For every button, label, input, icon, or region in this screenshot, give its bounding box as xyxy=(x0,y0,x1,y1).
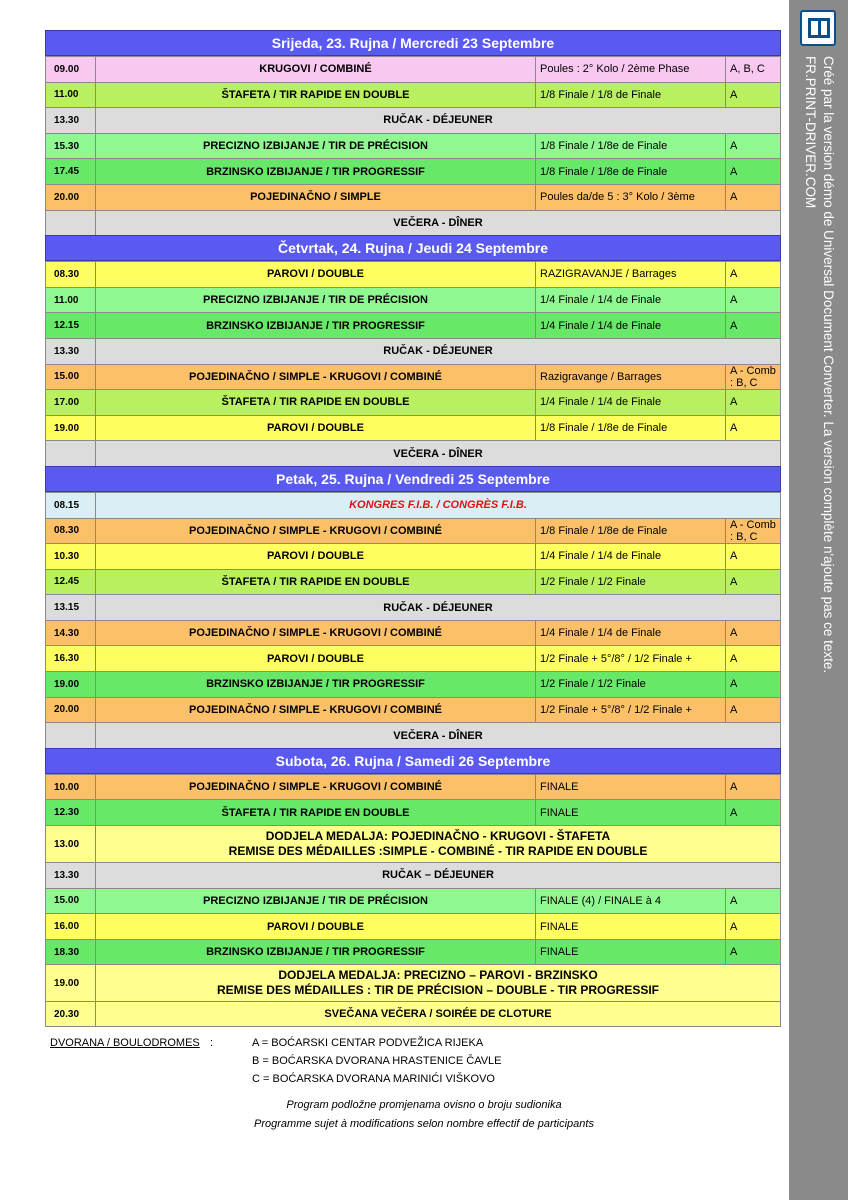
venue-cell: A xyxy=(730,652,738,665)
venue-cell: A xyxy=(730,191,738,204)
event-cell: PAROVI / DOUBLE xyxy=(96,914,536,939)
wide-text-cell: SVEČANA VEČERA / SOIRÉE DE CLOTURE xyxy=(324,1008,552,1021)
legend-colon: : xyxy=(210,1037,214,1049)
event-cell: KRUGOVI / COMBINÉ xyxy=(96,57,536,82)
schedule-row xyxy=(45,338,781,364)
venue-cell: A xyxy=(730,703,738,716)
event-cell: BRZINSKO IZBIJANJE / TIR PROGRESSIF xyxy=(96,159,536,184)
venue-cell: A xyxy=(730,422,738,435)
phase-cell: FINALE xyxy=(536,800,726,825)
venue-cell: A xyxy=(730,165,738,178)
phase-cell: 1/4 Finale / 1/4 de Finale xyxy=(536,288,726,313)
venue-cell: A xyxy=(730,396,738,409)
time-cell: 20.00 xyxy=(46,185,96,210)
phase-cell: 1/4 Finale / 1/4 de Finale xyxy=(536,544,726,569)
time-cell: 11.00 xyxy=(46,288,96,313)
venue-cell: A xyxy=(730,140,738,153)
schedule-row xyxy=(45,1001,781,1027)
schedule-row xyxy=(45,56,781,82)
venue-cell: A xyxy=(730,294,738,307)
watermark-url: FR.PRINT-DRIVER.COM xyxy=(803,56,818,209)
time-cell: 19.00 xyxy=(46,416,96,441)
phase-cell: Razigravange / Barrages xyxy=(536,365,726,390)
schedule-row xyxy=(45,133,781,159)
ceremony-cell xyxy=(96,826,780,862)
time-cell: 20.00 xyxy=(46,698,96,723)
phase-cell: 1/2 Finale / 1/2 Finale xyxy=(536,570,726,595)
phase-cell: 1/8 Finale / 1/8e de Finale xyxy=(536,416,726,441)
phase-cell: FINALE xyxy=(536,914,726,939)
event-cell: POJEDINAČNO / SIMPLE - KRUGOVI / COMBINÉ xyxy=(96,621,536,646)
event-cell: PAROVI / DOUBLE xyxy=(96,646,536,671)
day-title: Subota, 26. Rujna / Samedi 26 Septembre xyxy=(275,752,551,769)
schedule-row xyxy=(45,774,781,800)
event-cell: PRECIZNO IZBIJANJE / TIR DE PRÉCISION xyxy=(96,288,536,313)
schedule-row xyxy=(45,492,781,518)
schedule-row xyxy=(45,440,781,466)
schedule-row xyxy=(45,261,781,287)
phase-cell: 1/8 Finale / 1/8e de Finale xyxy=(536,159,726,184)
ceremony-line-1: DODJELA MEDALJA: POJEDINAČNO - KRUGOVI - ŠTAFETA xyxy=(265,829,611,844)
venue-cell: A xyxy=(730,627,738,640)
time-cell: 15.00 xyxy=(46,365,96,390)
converter-logo-icon xyxy=(800,10,836,46)
venue-cell: A xyxy=(730,268,738,281)
schedule-row xyxy=(45,518,781,544)
phase-cell: FINALE (4) / FINALE à 4 xyxy=(536,889,726,914)
venue-cell: A xyxy=(730,88,738,101)
schedule-row xyxy=(45,184,781,210)
phase-cell: 1/8 Finale / 1/8 de Finale xyxy=(536,83,726,108)
ceremony-line-1: DODJELA MEDALJA: PRECIZNO – PAROVI - BRZINSKO xyxy=(278,968,598,983)
wide-text-cell: VEČERA - DÎNER xyxy=(393,729,483,742)
time-cell: 18.30 xyxy=(46,940,96,965)
phase-cell: FINALE xyxy=(536,940,726,965)
schedule-row xyxy=(45,210,781,236)
schedule-row xyxy=(45,697,781,723)
time-cell: 15.00 xyxy=(46,889,96,914)
venue-cell: A xyxy=(730,894,738,907)
wide-text-cell: KONGRES F.I.B. / CONGRÈS F.I.B. xyxy=(349,499,527,512)
venue-cell: A - Comb : B, C xyxy=(730,364,776,389)
time-cell: 08.30 xyxy=(46,519,96,544)
phase-cell: Poules da/de 5 : 3° Kolo / 3ème xyxy=(536,185,726,210)
event-cell: PAROVI / DOUBLE xyxy=(96,544,536,569)
event-cell: BRZINSKO IZBIJANJE / TIR PROGRESSIF xyxy=(96,940,536,965)
schedule-row xyxy=(45,620,781,646)
event-cell: POJEDINAČNO / SIMPLE - KRUGOVI / COMBINÉ xyxy=(96,365,536,390)
schedule-row xyxy=(45,389,781,415)
time-cell: 08.15 xyxy=(46,493,96,518)
time-cell: 15.30 xyxy=(46,134,96,159)
time-cell: 16.30 xyxy=(46,646,96,671)
event-cell: BRZINSKO IZBIJANJE / TIR PROGRESSIF xyxy=(96,672,536,697)
venue-cell: A xyxy=(730,575,738,588)
wide-text-cell: RUČAK – DÉJEUNER xyxy=(382,869,494,882)
time-cell: 13.30 xyxy=(46,863,96,888)
phase-cell: 1/4 Finale / 1/4 de Finale xyxy=(536,390,726,415)
time-cell: 19.00 xyxy=(46,672,96,697)
phase-cell: 1/4 Finale / 1/4 de Finale xyxy=(536,621,726,646)
schedule-row xyxy=(45,158,781,184)
schedule-row xyxy=(45,799,781,825)
time-cell: 09.00 xyxy=(46,57,96,82)
venue-cell: A, B, C xyxy=(730,63,765,76)
venue-cell: A - Comb : B, C xyxy=(730,518,776,543)
schedule-table xyxy=(45,30,781,1027)
time-cell xyxy=(46,723,96,748)
time-cell: 12.30 xyxy=(46,800,96,825)
event-cell: PRECIZNO IZBIJANJE / TIR DE PRÉCISION xyxy=(96,134,536,159)
schedule-row xyxy=(45,594,781,620)
ceremony-line-2: REMISE DES MÉDAILLES : TIR DE PRÉCISION – DOUBLE - TIR PROGRESSIF xyxy=(216,983,660,998)
schedule-row xyxy=(45,939,781,965)
event-cell: PAROVI / DOUBLE xyxy=(96,262,536,287)
phase-cell: RAZIGRAVANJE / Barrages xyxy=(536,262,726,287)
event-cell: ŠTAFETA / TIR RAPIDE EN DOUBLE xyxy=(96,83,536,108)
schedule-row xyxy=(45,107,781,133)
schedule-row xyxy=(45,287,781,313)
time-cell: 17.45 xyxy=(46,159,96,184)
schedule-row xyxy=(45,825,781,862)
legend-venue-c: C = BOĆARSKA DVORANA MARINIĆI VIŠKOVO xyxy=(252,1073,495,1085)
ceremony-line-2: REMISE DES MÉDAILLES :SIMPLE - COMBINÉ - TIR RAPIDE EN DOUBLE xyxy=(228,844,648,859)
phase-cell: 1/2 Finale + 5°/8° / 1/2 Finale + xyxy=(536,646,726,671)
schedule-row xyxy=(45,415,781,441)
time-cell: 12.45 xyxy=(46,570,96,595)
time-cell xyxy=(46,441,96,466)
wide-text-cell: RUČAK - DÉJEUNER xyxy=(383,601,493,614)
time-cell: 11.00 xyxy=(46,83,96,108)
schedule-row xyxy=(45,913,781,939)
event-cell: POJEDINAČNO / SIMPLE - KRUGOVI / COMBINÉ xyxy=(96,519,536,544)
time-cell: 08.30 xyxy=(46,262,96,287)
schedule-row xyxy=(45,364,781,390)
venue-cell: A xyxy=(730,781,738,794)
time-cell: 17.00 xyxy=(46,390,96,415)
day-title: Četvrtak, 24. Rujna / Jeudi 24 Septembre xyxy=(278,240,548,257)
time-cell: 13.30 xyxy=(46,339,96,364)
schedule-row xyxy=(45,645,781,671)
day-header xyxy=(45,466,781,492)
venue-cell: A xyxy=(730,920,738,933)
schedule-row xyxy=(45,888,781,914)
time-cell: 16.00 xyxy=(46,914,96,939)
ceremony-cell xyxy=(96,965,780,1001)
event-cell: BRZINSKO IZBIJANJE / TIR PROGRESSIF xyxy=(96,313,536,338)
time-cell: 13.30 xyxy=(46,108,96,133)
venue-cell: A xyxy=(730,678,738,691)
event-cell: POJEDINAČNO / SIMPLE - KRUGOVI / COMBINÉ xyxy=(96,775,536,800)
phase-cell: 1/2 Finale + 5°/8° / 1/2 Finale + xyxy=(536,698,726,723)
schedule-row xyxy=(45,722,781,748)
wide-text-cell: VEČERA - DÎNER xyxy=(393,447,483,460)
phase-cell: 1/8 Finale / 1/8e de Finale xyxy=(536,519,726,544)
schedule-row xyxy=(45,569,781,595)
day-title: Srijeda, 23. Rujna / Mercredi 23 Septembre xyxy=(271,35,555,51)
schedule-row xyxy=(45,543,781,569)
program-note-hr: Program podložne promjenama ovisno o broju sudionika xyxy=(286,1099,562,1111)
wide-text-cell: RUČAK - DÉJEUNER xyxy=(383,345,493,358)
schedule-row xyxy=(45,312,781,338)
time-cell: 19.00 xyxy=(46,965,96,1001)
venue-cell: A xyxy=(730,550,738,563)
event-cell: POJEDINAČNO / SIMPLE xyxy=(96,185,536,210)
venue-cell: A xyxy=(730,806,738,819)
phase-cell: 1/8 Finale / 1/8e de Finale xyxy=(536,134,726,159)
event-cell: POJEDINAČNO / SIMPLE - KRUGOVI / COMBINÉ xyxy=(96,698,536,723)
event-cell: ŠTAFETA / TIR RAPIDE EN DOUBLE xyxy=(96,800,536,825)
time-cell: 13.00 xyxy=(46,826,96,862)
day-header xyxy=(45,235,781,261)
day-title: Petak, 25. Rujna / Vendredi 25 Septembre xyxy=(276,470,550,487)
legend-venue-a: A = BOĆARSKI CENTAR PODVEŽICA RIJEKA xyxy=(252,1037,484,1049)
phase-cell: FINALE xyxy=(536,775,726,800)
venue-cell: A xyxy=(730,319,738,332)
schedule-row xyxy=(45,671,781,697)
time-cell: 20.30 xyxy=(46,1002,96,1026)
watermark-sidebar xyxy=(789,0,848,1200)
phase-cell: Poules : 2° Kolo / 2ème Phase xyxy=(536,57,726,82)
time-cell: 13.15 xyxy=(46,595,96,620)
event-cell: PAROVI / DOUBLE xyxy=(96,416,536,441)
venue-cell: A xyxy=(730,946,738,959)
schedule-row xyxy=(45,964,781,1001)
phase-cell: 1/4 Finale / 1/4 de Finale xyxy=(536,313,726,338)
time-cell: 14.30 xyxy=(46,621,96,646)
time-cell: 10.30 xyxy=(46,544,96,569)
time-cell xyxy=(46,211,96,236)
event-cell: ŠTAFETA / TIR RAPIDE EN DOUBLE xyxy=(96,570,536,595)
event-cell: ŠTAFETA / TIR RAPIDE EN DOUBLE xyxy=(96,390,536,415)
watermark-text: Créé par la version démo de Universal Document Converter. La version complète n'ajoute pas ce texte. xyxy=(821,56,836,674)
time-cell: 12.15 xyxy=(46,313,96,338)
time-cell: 10.00 xyxy=(46,775,96,800)
legend-label: DVORANA / BOULODROMES xyxy=(50,1037,200,1049)
schedule-row xyxy=(45,862,781,888)
day-header xyxy=(45,30,781,56)
schedule-row xyxy=(45,82,781,108)
event-cell: PRECIZNO IZBIJANJE / TIR DE PRÉCISION xyxy=(96,889,536,914)
wide-text-cell: VEČERA - DÎNER xyxy=(393,216,483,229)
phase-cell: 1/2 Finale / 1/2 Finale xyxy=(536,672,726,697)
wide-text-cell: RUČAK - DÉJEUNER xyxy=(383,114,493,127)
legend-venue-b: B = BOĆARSKA DVORANA HRASTENICE ČAVLE xyxy=(252,1055,502,1067)
day-header xyxy=(45,748,781,774)
program-note-fr: Programme sujet à modifications selon nombre effectif de participants xyxy=(254,1118,594,1130)
